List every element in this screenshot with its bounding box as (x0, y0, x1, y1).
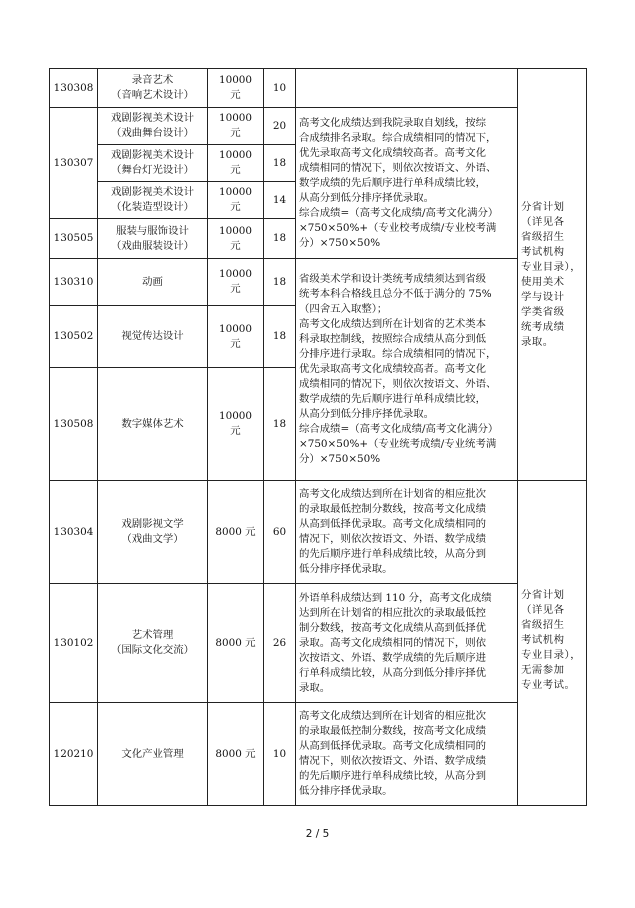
admission-rule-empty (296, 69, 518, 108)
plan-note-fine-arts: 分省计划 （详见各 省级招生 考试机构 专业目录）， 使用美术 学与设计 学类省级 统考成绩 录取。 (518, 69, 587, 481)
table-row (50, 69, 587, 108)
major-name: 视觉传达设计 (98, 306, 208, 368)
major-name: 戏剧影视美术设计 （舞台灯光设计） (98, 145, 208, 182)
tuition-fee: 10000 元 (208, 259, 264, 306)
admission-rule-school-exam: 高考文化成绩达到我院录取自划线，按综 合成绩排名录取。综合成绩相同的情况下， 优先录取高考文化成绩较高者。高考文化 成绩相同的情况下，则依次按语文、外语、 数学成绩的先后顺序进行单科成绩比较， 从高分到低分排序择优录取。 综合成绩=（高考文化成绩/高考文化满分） ×750×50%+（专业校考成绩/专业校考满 分）×750×50% (296, 108, 518, 259)
enrollment-quota: 18 (264, 306, 296, 368)
enrollment-quota: 10 (264, 69, 296, 108)
major-name: 动画 (98, 259, 208, 306)
table-row (50, 259, 587, 306)
tuition-fee: 10000 元 (208, 145, 264, 182)
page-number: 2 / 5 (305, 828, 330, 840)
major-code: 130508 (50, 368, 98, 481)
enrollment-quota: 26 (264, 584, 296, 703)
admission-rule-130102: 外语单科成绩达到 110 分，高考文化成绩 达到所在计划省的相应批次的录取最低控 制分数线，按高考文化成绩从高到低择优 录取。高考文化成绩相同的情况下，则依 次按语文、外语、数学成绩的先后顺序进 行单科成绩比较，从高分到低分排序择优 录取。 (296, 584, 518, 703)
enrollment-quota: 18 (264, 219, 296, 259)
enrollment-quota: 10 (264, 703, 296, 806)
tuition-fee: 10000 元 (208, 219, 264, 259)
enrollment-quota: 18 (264, 145, 296, 182)
table-row (50, 481, 587, 584)
major-name: 录音艺术 （音响艺术设计） (98, 69, 208, 108)
table-row (50, 584, 587, 703)
enrollment-quota: 60 (264, 481, 296, 584)
enrollment-quota: 14 (264, 182, 296, 219)
major-code: 130102 (50, 584, 98, 703)
tuition-fee: 10000 元 (208, 368, 264, 481)
major-name: 戏剧影视美术设计 （化装造型设计） (98, 182, 208, 219)
major-code: 130308 (50, 69, 98, 108)
major-name: 艺术管理 （国际文化交流） (98, 584, 208, 703)
major-code: 130307 (50, 108, 98, 219)
major-code: 130304 (50, 481, 98, 584)
major-name: 服装与服饰设计 （戏曲服装设计） (98, 219, 208, 259)
admission-rule-unified-exam: 省级美术学和设计类统考成绩须达到省级 统考本科合格线且总分不低于满分的 75% （四舍五入取整）； 高考文化成绩达到所在计划省的艺术类本 科录取控制线，按照综合成绩从高分到低 分排序进行录取。综合成绩相同的情况下， 优先录取高考文化成绩较高者。高考文化 成绩相同的情况下，则依次按语文、外语、 数学成绩的先后顺序进行单科成绩比较， 从高分到低分排序择优录取。 综合成绩=（高考文化成绩/高考文化满分） ×750×50%+（专业统考成绩/专业统考满 分）×750×50% (296, 259, 518, 481)
table-row (50, 703, 587, 806)
enrollment-quota: 18 (264, 259, 296, 306)
major-name: 文化产业管理 (98, 703, 208, 806)
enrollment-quota: 18 (264, 368, 296, 481)
tuition-fee: 10000 元 (208, 306, 264, 368)
plan-note-no-exam: 分省计划 （详见各 省级招生 考试机构 专业目录）， 无需参加 专业考试。 (518, 481, 587, 806)
tuition-fee: 8000 元 (208, 584, 264, 703)
major-code: 120210 (50, 703, 98, 806)
major-name: 戏剧影视美术设计 （戏曲舞台设计） (98, 108, 208, 145)
major-code: 130310 (50, 259, 98, 306)
admission-table (49, 68, 587, 806)
table-row (50, 108, 587, 145)
tuition-fee: 10000 元 (208, 182, 264, 219)
tuition-fee: 10000 元 (208, 69, 264, 108)
major-code: 130502 (50, 306, 98, 368)
tuition-fee: 8000 元 (208, 703, 264, 806)
enrollment-quota: 20 (264, 108, 296, 145)
major-name: 数字媒体艺术 (98, 368, 208, 481)
major-code: 130505 (50, 219, 98, 259)
tuition-fee: 10000 元 (208, 108, 264, 145)
tuition-fee: 8000 元 (208, 481, 264, 584)
admission-rule-130304: 高考文化成绩达到所在计划省的相应批次 的录取最低控制分数线，按高考文化成绩 从高到低择优录取。高考文化成绩相同的 情况下，则依次按语文、外语、数学成绩 的先后顺序进行单科成绩比较，从高分到 低分排序择优录取。 (296, 481, 518, 584)
admission-rule-120210: 高考文化成绩达到所在计划省的相应批次 的录取最低控制分数线，按高考文化成绩 从高到低择优录取。高考文化成绩相同的 情况下，则依次按语文、外语、数学成绩 的先后顺序进行单科成绩比较，从高分到 低分排序择优录取。 (296, 703, 518, 806)
major-name: 戏剧影视文学 （戏曲文学） (98, 481, 208, 584)
